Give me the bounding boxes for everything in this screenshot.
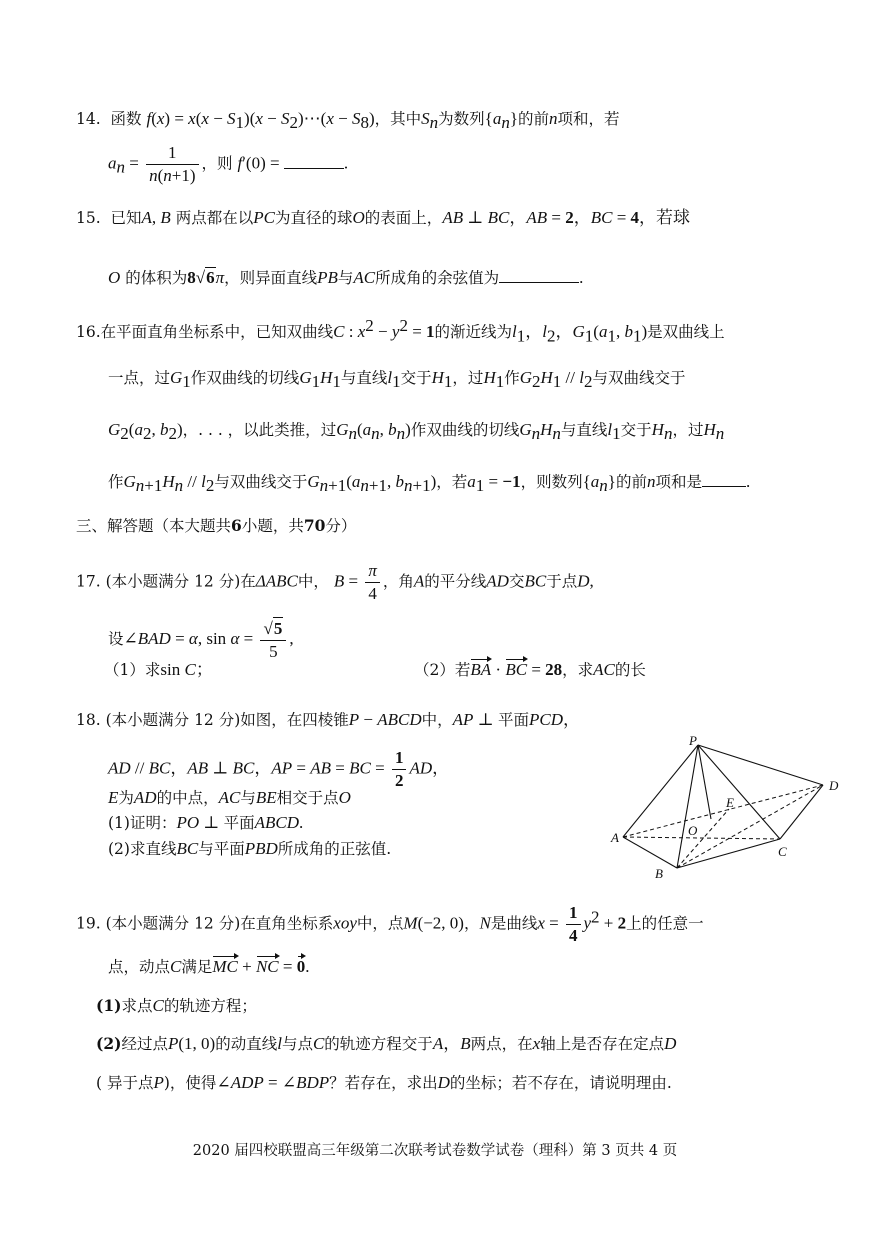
q16-line3: $G_2(a_2$, $b_2$)，. . . ，以此类推，过$G_n(a_n$, $b_n$)作双曲线的切线$G_nH_n$与直线$l_1$交于$H_n$，过$H_n$	[108, 420, 725, 444]
q19-part2: (2)经过点P(1, 0)的动直线l与点C的轨迹方程交于A，B两点，在x轴上是否存在定点D	[96, 1034, 677, 1053]
q19-part1: (1)求点C的轨迹方程；	[96, 996, 257, 1015]
label-B: B	[655, 866, 663, 881]
label-D: D	[829, 778, 839, 793]
q16-line2: 一点，过$G_1$作双曲线的切线$G_1H_1$与直线$l_1$交于$H_1$，过$H_1$作$G_2H_1 // l_2$与双曲线交于	[108, 368, 686, 392]
page-footer: 2020 届四校联盟高三年级第二次联考试卷数学试卷（理科）第 3 页共 4 页	[192, 1143, 678, 1159]
q15-line2: O 的体积为8√6π，则异面直线PB与AC所成角的余弦值为 .	[108, 268, 584, 287]
q14-line1: 14. 函数 $f(x) = x(x - S_1)(x$ − $S_2)\cdots(x - S_8)$，其中$S_n$为数列$\{a_n\}$的前n项和，若	[76, 109, 620, 133]
q17-part1: （1）求sin C；	[104, 660, 213, 679]
q18-line3: E为AD的中点，AC与BE相交于点O	[108, 788, 351, 807]
label-O: O	[688, 823, 698, 838]
q17-line2: 设∠BAD = α, sin α = $\frac{√5}{5}$ ,	[108, 619, 294, 661]
q15-line1: 15. 已知A, B 两点都在以PC为直径的球O的表面上，AB ⊥ BC，AB = 2，BC = 4，若球	[76, 208, 691, 227]
q17-line1: 17. (本小题满分 12 分)在ΔABC中， B = $\frac{\pi}{4}$ ，角A的平分线AD交BC于点D,	[76, 561, 594, 603]
label-C: C	[778, 844, 787, 859]
q18-part1: (1)证明：PO ⊥ 平面ABCD.	[108, 813, 304, 832]
section-3-heading: 三、解答题（本大题共6小题，共70分）	[76, 516, 357, 535]
label-A: A	[611, 830, 619, 845]
q16-line1: 16.在平面直角坐标系中，已知双曲线C : $x^2 - y^2 = 1$的渐近线为$l_1$，$l_2$，$G_1(a_1$, $b_1$)是双曲线上	[76, 316, 725, 346]
q14-line2: $a_n$ = $\frac{1}{n(n+1)}$ ，则 f′(0) = .	[108, 143, 349, 185]
q17-part2: （2）若BA · BC = 28，求AC的长	[414, 660, 646, 679]
q18-line1: 18. (本小题满分 12 分)如图，在四棱锥P − ABCD中，AP ⊥ 平面PCD，	[76, 710, 580, 729]
q16-line4: 作$G_{n+1}H_n // l_2$与双曲线交于$G_{n+1}(a_{n+1}$, $b_{n+1}$)，若$a_1 = -1$，则数列$\{a_n\}$的前n项和是 .	[108, 472, 751, 496]
q19-part2-cont: ( 异于点P)，使得∠ADP = ∠BDP？若存在，求出D的坐标；若不存在，请说明理由.	[96, 1073, 672, 1092]
q19-line2: 点，动点C满足MC + NC = 0.	[108, 957, 310, 976]
q18-line2: AD // BC，AB ⊥ BC，AP = AB = BC = $\frac{1}{2}$ AD，	[108, 748, 450, 790]
q18-part2: (2)求直线BC与平面PBD所成角的正弦值.	[108, 839, 392, 858]
pyramid-figure	[605, 735, 845, 885]
label-E: E	[726, 795, 734, 810]
q19-line1: 19. (本小题满分 12 分)在直角坐标系xoy中，点M(−2, 0)，N是曲线x = $\frac{1}{4}$ $y^2 + 2$上的任意一	[76, 903, 704, 945]
label-P: P	[689, 735, 697, 748]
